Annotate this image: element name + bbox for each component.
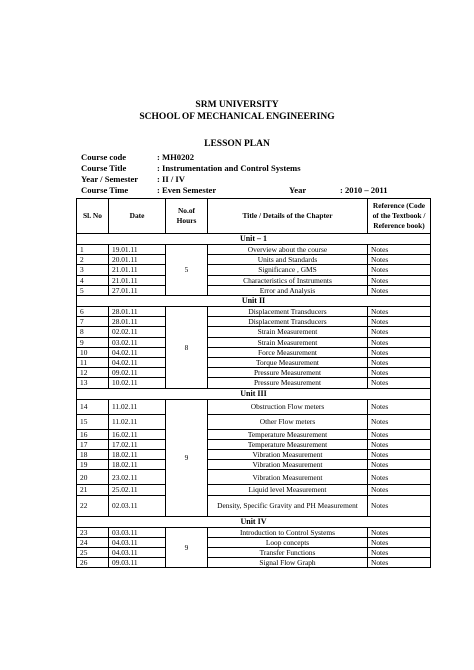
table-row [77, 399, 431, 414]
table-row [77, 275, 431, 285]
unit-header-row [77, 234, 431, 245]
table-row [77, 439, 431, 449]
row-sl-number: 21 [77, 485, 109, 495]
row-chapter-title: Other Flow meters [208, 414, 368, 429]
table-row [77, 327, 431, 337]
row-sl-number: 17 [77, 439, 109, 449]
row-sl-number: 6 [77, 307, 109, 317]
year-semester-label: Year / Semester [81, 174, 139, 184]
unit-title: Unit IV [77, 516, 431, 527]
table-row [77, 317, 431, 327]
table-header-row [77, 199, 431, 234]
row-sl-number: 8 [77, 327, 109, 337]
row-chapter-title: Displacement Transducers [208, 317, 368, 327]
row-reference: Notes [368, 285, 431, 295]
row-sl-number: 15 [77, 414, 109, 429]
row-sl-number: 2 [77, 255, 109, 265]
table-row [77, 378, 431, 388]
row-date: 17.02.11 [109, 439, 166, 449]
row-chapter-title: Pressure Measurement [208, 368, 368, 378]
row-chapter-title: Transfer Functions [208, 548, 368, 558]
row-reference: Notes [368, 485, 431, 495]
table-row [77, 527, 431, 537]
row-chapter-title: Vibration Measurement [208, 470, 368, 485]
row-reference: Notes [368, 327, 431, 337]
row-reference: Notes [368, 399, 431, 414]
row-date: 11.02.11 [109, 414, 166, 429]
row-chapter-title: Significance , GMS [208, 265, 368, 275]
row-date: 23.02.11 [109, 470, 166, 485]
row-date: 02.02.11 [109, 327, 166, 337]
unit-title: Unit – 1 [77, 234, 431, 245]
row-reference: Notes [368, 495, 431, 516]
row-reference: Notes [368, 275, 431, 285]
row-date: 21.01.11 [109, 265, 166, 275]
row-chapter-title: Pressure Measurement [208, 378, 368, 388]
row-chapter-title: Error and Analysis [208, 285, 368, 295]
row-sl-number: 19 [77, 460, 109, 470]
row-sl-number: 5 [77, 285, 109, 295]
row-date: 11.02.11 [109, 399, 166, 414]
row-sl-number: 24 [77, 537, 109, 547]
table-row [77, 450, 431, 460]
row-sl-number: 25 [77, 548, 109, 558]
row-sl-number: 4 [77, 275, 109, 285]
row-date: 28.01.11 [109, 317, 166, 327]
row-chapter-title: Temperature Measurement [208, 439, 368, 449]
row-sl-number: 1 [77, 245, 109, 255]
row-date: 25.02.11 [109, 485, 166, 495]
row-sl-number: 16 [77, 429, 109, 439]
table-row [77, 307, 431, 317]
row-reference: Notes [368, 450, 431, 460]
row-chapter-title: Temperature Measurement [208, 429, 368, 439]
document-title: LESSON PLAN [204, 139, 270, 149]
col-sl-header: Sl. No [77, 199, 109, 234]
row-chapter-title: Torque Measurement [208, 358, 368, 368]
row-date: 18.02.11 [109, 450, 166, 460]
row-reference: Notes [368, 307, 431, 317]
unit-hours: 8 [166, 307, 208, 389]
row-sl-number: 13 [77, 378, 109, 388]
table-body [77, 234, 431, 568]
table-row [77, 285, 431, 295]
row-reference: Notes [368, 537, 431, 547]
table-row [77, 347, 431, 357]
row-sl-number: 11 [77, 358, 109, 368]
row-date: 21.01.11 [109, 275, 166, 285]
row-sl-number: 14 [77, 399, 109, 414]
table-row [77, 537, 431, 547]
table-row [77, 470, 431, 485]
row-date: 04.02.11 [109, 347, 166, 357]
year-value: : 2010 – 2011 [340, 185, 388, 195]
row-sl-number: 23 [77, 527, 109, 537]
row-chapter-title: Overview about the course [208, 245, 368, 255]
row-sl-number: 10 [77, 347, 109, 357]
row-date: 19.01.11 [109, 245, 166, 255]
table-row [77, 429, 431, 439]
row-reference: Notes [368, 460, 431, 470]
row-reference: Notes [368, 470, 431, 485]
row-reference: Notes [368, 429, 431, 439]
row-chapter-title: Density, Specific Gravity and PH Measurement [208, 495, 368, 516]
row-sl-number: 3 [77, 265, 109, 275]
row-date: 27.01.11 [109, 285, 166, 295]
row-chapter-title: Vibration Measurement [208, 460, 368, 470]
row-reference: Notes [368, 265, 431, 275]
row-sl-number: 22 [77, 495, 109, 516]
unit-header-row [77, 388, 431, 399]
row-reference: Notes [368, 317, 431, 327]
unit-hours: 9 [166, 527, 208, 568]
row-date: 02.03.11 [109, 495, 166, 516]
unit-title: Unit III [77, 388, 431, 399]
unit-title: Unit II [77, 296, 431, 307]
course-code-value: : MH0202 [157, 152, 194, 162]
row-reference: Notes [368, 548, 431, 558]
row-date: 09.02.11 [109, 368, 166, 378]
row-reference: Notes [368, 245, 431, 255]
year-semester-value: : II / IV [157, 174, 185, 184]
table-row [77, 460, 431, 470]
course-title-value: : Instrumentation and Control Systems [157, 163, 301, 173]
row-date: 10.02.11 [109, 378, 166, 388]
row-chapter-title: Liquid level Measurement [208, 485, 368, 495]
year-label: Year [289, 185, 307, 195]
row-date: 20.01.11 [109, 255, 166, 265]
table-row [77, 548, 431, 558]
row-chapter-title: Force Measurement [208, 347, 368, 357]
row-reference: Notes [368, 558, 431, 568]
course-title-label: Course Title [81, 163, 127, 173]
unit-header-row [77, 516, 431, 527]
row-sl-number: 26 [77, 558, 109, 568]
table-row [77, 485, 431, 495]
row-date: 03.02.11 [109, 337, 166, 347]
row-date: 04.03.11 [109, 548, 166, 558]
row-sl-number: 9 [77, 337, 109, 347]
row-reference: Notes [368, 337, 431, 347]
row-sl-number: 7 [77, 317, 109, 327]
table-row [77, 255, 431, 265]
unit-hours: 5 [166, 245, 208, 296]
col-title-header: Title / Details of the Chapter [208, 199, 368, 234]
table-row [77, 414, 431, 429]
university-name: SRM UNIVERSITY [195, 100, 279, 110]
row-chapter-title: Strain Measurement [208, 327, 368, 337]
table-row [77, 265, 431, 275]
row-chapter-title: Obstruction Flow meters [208, 399, 368, 414]
table-row [77, 337, 431, 347]
row-date: 04.03.11 [109, 537, 166, 547]
table-row [77, 245, 431, 255]
row-chapter-title: Introduction to Control Systems [208, 527, 368, 537]
row-chapter-title: Strain Measurement [208, 337, 368, 347]
row-date: 18.02.11 [109, 460, 166, 470]
row-chapter-title: Units and Standards [208, 255, 368, 265]
lesson-plan-table [76, 198, 431, 568]
row-date: 28.01.11 [109, 307, 166, 317]
row-reference: Notes [368, 439, 431, 449]
unit-hours: 9 [166, 399, 208, 516]
col-hours-header: No.of Hours [166, 199, 208, 234]
row-reference: Notes [368, 358, 431, 368]
course-code-label: Course code [81, 152, 127, 162]
row-chapter-title: Signal Flow Graph [208, 558, 368, 568]
unit-header-row [77, 296, 431, 307]
row-chapter-title: Loop concepts [208, 537, 368, 547]
row-date: 04.02.11 [109, 358, 166, 368]
course-time-label: Course Time [81, 185, 129, 195]
table-row [77, 495, 431, 516]
row-sl-number: 18 [77, 450, 109, 460]
row-reference: Notes [368, 255, 431, 265]
row-reference: Notes [368, 527, 431, 537]
course-time-value: : Even Semester [157, 185, 217, 195]
row-chapter-title: Vibration Measurement [208, 450, 368, 460]
school-name: SCHOOL OF MECHANICAL ENGINEERING [139, 112, 335, 122]
table-row [77, 558, 431, 568]
row-sl-number: 20 [77, 470, 109, 485]
row-date: 16.02.11 [109, 429, 166, 439]
col-reference-header: Reference (Code of the Textbook / Reference book) [368, 199, 431, 234]
row-chapter-title: Characteristics of Instruments [208, 275, 368, 285]
table-row [77, 358, 431, 368]
row-chapter-title: Displacement Transducers [208, 307, 368, 317]
row-reference: Notes [368, 414, 431, 429]
table-row [77, 368, 431, 378]
row-sl-number: 12 [77, 368, 109, 378]
col-date-header: Date [109, 199, 166, 234]
row-date: 09.03.11 [109, 558, 166, 568]
row-reference: Notes [368, 368, 431, 378]
row-date: 03.03.11 [109, 527, 166, 537]
row-reference: Notes [368, 347, 431, 357]
row-reference: Notes [368, 378, 431, 388]
